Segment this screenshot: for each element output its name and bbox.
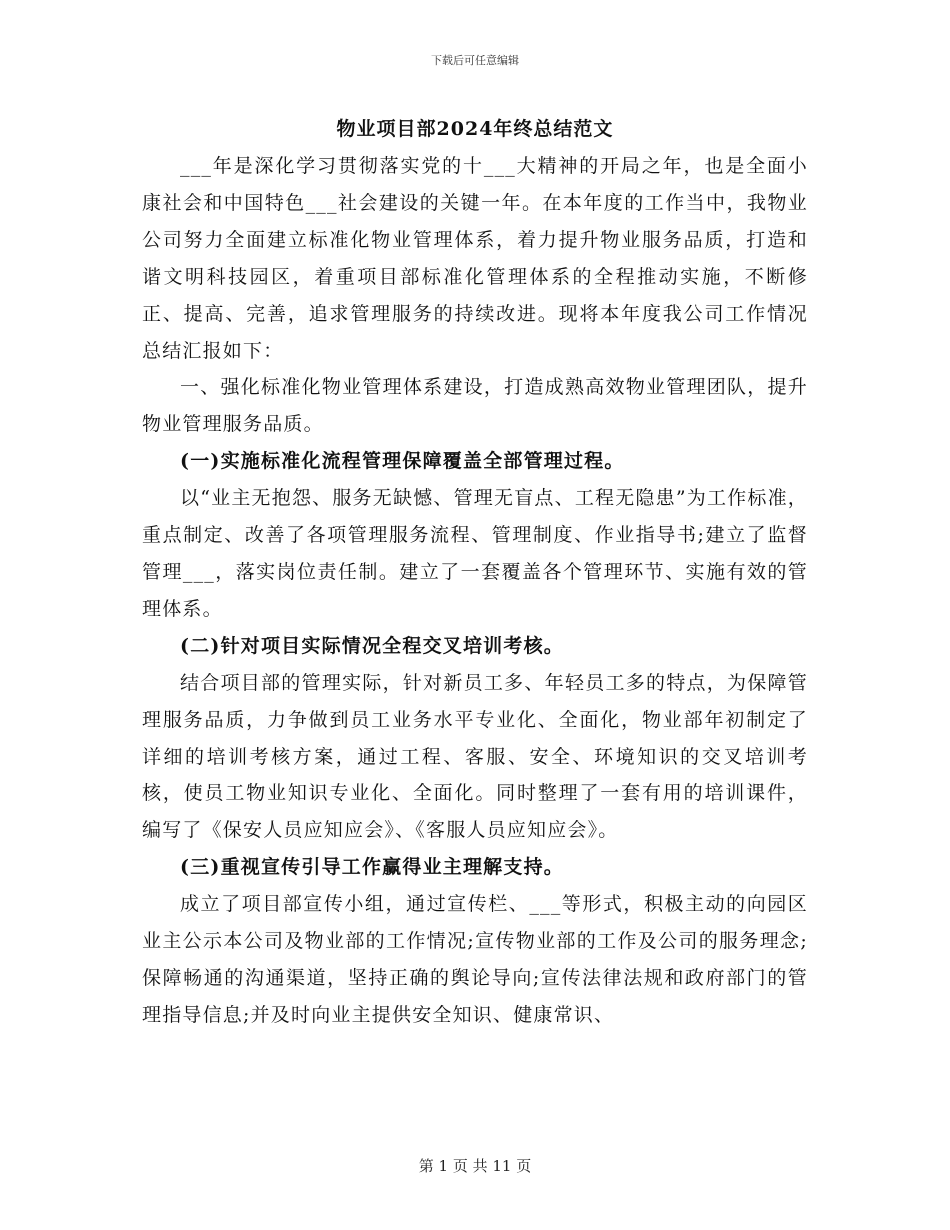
- intro-paragraph: ___年是深化学习贯彻落实党的十___大精神的开局之年，也是全面小康社会和中国特色___社会建设的关键一年。在本年度的工作当中，我物业公司努力全面建立标准化物业管理体系，着力提升物业服务品质，打造和谐文明科技园区，着重项目部标准化管理体系的全程推动实施，不断修正、提高、完善，追求管理服务的持续改进。现将本年度我公司工作情况总结汇报如下：: [142, 155, 808, 362]
- page-number-footer: 第 1 页 共 11 页: [418, 1157, 532, 1175]
- subsection-three-body: 成立了项目部宣传小组，通过宣传栏、___等形式，积极主动的向园区业主公示本公司及物业部的工作情况;宣传物业部的工作及公司的服务理念;保障畅通的沟通渠道，坚持正确的舆论导向;宣传法律法规和政府部门的管理指导信息;并及时向业主提供安全知识、健康常识、: [142, 893, 808, 1026]
- subsection-one-body: 以“业主无抱怨、服务无缺憾、管理无盲点、工程无隐患”为工作标准，重点制定、改善了各项管理服务流程、管理制度、作业指导书;建立了监督管理___，落实岗位责任制。建立了一套覆盖各个管理环节、实施有效的管理体系。: [142, 487, 808, 620]
- subheading-three: (三)重视宣传引导工作赢得业主理解支持。: [180, 856, 564, 879]
- section-one-paragraph: 一、强化标准化物业管理体系建设，打造成熟高效物业管理团队，提升物业管理服务品质。: [142, 376, 808, 436]
- header-note: 下载后可任意编辑: [431, 54, 519, 67]
- document-title: 物业项目部2024年终总结范文: [336, 118, 614, 140]
- document-body: [142, 148, 808, 1034]
- subheading-two: (二)针对项目实际情况全程交叉培训考核。: [180, 634, 564, 657]
- subheading-one: (一)实施标准化流程管理保障覆盖全部管理过程。: [180, 450, 625, 473]
- subsection-two-body: 结合项目部的管理实际，针对新员工多、年轻员工多的特点，为保障管理服务品质，力争做到员工业务水平专业化、全面化，物业部年初制定了详细的培训考核方案，通过工程、客服、安全、环境知识的交叉培训考核，使员工物业知识专业化、全面化。同时整理了一套有用的培训课件，编写了《保安人员应知应会》、《客服人员应知应会》。: [142, 671, 808, 842]
